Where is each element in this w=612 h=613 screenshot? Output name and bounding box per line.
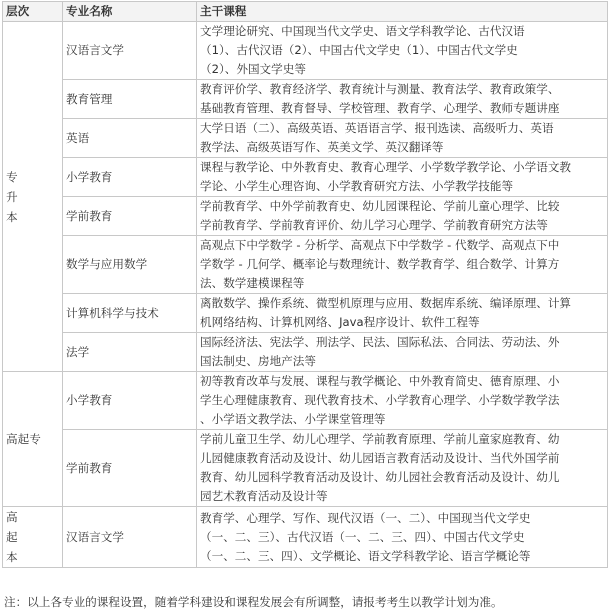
table-row xyxy=(3,22,608,80)
table-row xyxy=(3,333,608,372)
major-cell: 教育管理 xyxy=(63,80,197,119)
courses-cell xyxy=(197,158,608,197)
table-row xyxy=(3,372,608,430)
course-line: 学论、小学生心理咨询、小学教育研究方法、小学教学技能等 xyxy=(200,179,514,193)
course-line: 课程与教学论、中外教育史、教育心理学、小学数学教学论、小学语文教 xyxy=(200,160,572,174)
course-line: 学数学 - 几何学、概率论与数理统计、数学教育学、组合数学、计算方 xyxy=(200,257,560,271)
course-line: 教学法、高级英语写作、英美文学、英汉翻译等 xyxy=(200,140,444,154)
level-cell-zhuanshengben xyxy=(3,22,63,372)
course-line: （1）、古代汉语（2）、中国古代文学史（1）、中国古代文学史 xyxy=(200,43,518,57)
course-line: 机网络结构、计算机网络、Java程序设计、软件工程等 xyxy=(200,315,480,329)
table-row xyxy=(3,80,608,119)
major-cell: 汉语言文学 xyxy=(63,507,197,568)
course-line: （一、二、三）、古代汉语（一、二、三、四）、中国古代文学史 xyxy=(200,529,525,544)
courses-cell xyxy=(197,80,608,119)
course-line: 学前教育学、学前教育评价、幼儿学习心理学、学前教育研究方法等 xyxy=(200,218,548,232)
course-line: 学生心理健康教育、现代教育技术、小学教育心理学、小学数学教学法 xyxy=(200,393,560,407)
courses-cell xyxy=(197,430,608,507)
table-row xyxy=(3,294,608,333)
level-char: 本 xyxy=(6,550,18,564)
course-line: 大学日语（二）、高级英语、英语语言学、报刊选读、高级听力、英语 xyxy=(200,121,554,135)
course-line: 文学理论研究、中国现当代文学史、语文学科教学论、古代汉语 xyxy=(200,24,525,38)
course-line: 园艺术教育活动及设计等 xyxy=(200,489,328,503)
major-cell: 英语 xyxy=(63,119,197,158)
courses-cell xyxy=(197,236,608,294)
course-line: 学前儿童卫生学、幼儿心理学、学前教育原理、学前儿童家庭教育、幼 xyxy=(200,432,560,446)
level-cell-gaoqizhuan: 高起专 xyxy=(3,372,63,507)
table-row xyxy=(3,197,608,236)
course-line: 教育学、心理学、写作、现代汉语（一、二）、中国现当代文学史 xyxy=(200,510,531,525)
course-line: 教育、幼儿园科学教育活动及设计、幼儿园社会教育活动及设计、幼儿 xyxy=(200,470,560,484)
header-major: 专业名称 xyxy=(63,2,197,22)
major-cell: 法学 xyxy=(63,333,197,372)
major-cell: 小学教育 xyxy=(63,158,197,197)
course-line: 、小学语文教学法、小学课堂管理等 xyxy=(200,412,386,426)
major-cell: 汉语言文学 xyxy=(63,22,197,80)
courses-cell xyxy=(197,294,608,333)
major-cell: 学前教育 xyxy=(63,430,197,507)
course-line: 教育评价学、教育经济学、教育统计与测量、教育法学、教育政策学、 xyxy=(200,82,560,96)
courses-cell xyxy=(197,197,608,236)
header-level: 层次 xyxy=(3,2,63,22)
course-line: 基础教育管理、教育督导、学校管理、教育学、心理学、教师专题讲座 xyxy=(200,101,560,115)
table-row xyxy=(3,236,608,294)
table-row xyxy=(3,430,608,507)
table-row xyxy=(3,119,608,158)
level-char: 专 xyxy=(6,169,18,184)
course-line: 离散数学、操作系统、微型机原理与应用、数据库系统、编译原理、计算 xyxy=(200,296,572,310)
courses-cell xyxy=(197,333,608,372)
courses-cell xyxy=(197,507,608,568)
course-line: 儿园健康教育活动及设计、幼儿园语言教育活动及设计、当代外国学前 xyxy=(200,451,560,465)
course-line: （2）、外国文学史等 xyxy=(200,62,306,76)
course-line: 高观点下中学数学 - 分析学、高观点下中学数学 - 代数学、高观点下中 xyxy=(200,238,560,252)
level-char: 高 xyxy=(6,510,18,524)
course-line: （一、二、三、四）、文学概论、语文学科教学论、语言学概论等 xyxy=(200,548,531,563)
major-cell: 计算机科学与技术 xyxy=(63,294,197,333)
table-row xyxy=(3,507,608,568)
level-char: 起 xyxy=(6,530,18,544)
header-courses: 主干课程 xyxy=(197,2,608,22)
major-cell: 学前教育 xyxy=(63,197,197,236)
table-row xyxy=(3,158,608,197)
course-line: 国际经济法、宪法学、刑法学、民法、国际私法、合同法、劳动法、外 xyxy=(200,335,560,349)
major-cell: 小学教育 xyxy=(63,372,197,430)
course-table xyxy=(2,1,608,568)
header-row xyxy=(3,2,608,22)
level-char: 本 xyxy=(6,209,18,224)
footnote: 注：以上各专业的课程设置，随着学科建设和课程发展会有所调整，请报考考生以教学计划为准。 xyxy=(4,595,503,609)
courses-cell xyxy=(197,372,608,430)
course-line: 初等教育改革与发展、课程与教学概论、中外教育简史、德育原理、小 xyxy=(200,374,560,388)
course-line: 国法制史、房地产法等 xyxy=(200,354,316,368)
major-cell: 数学与应用数学 xyxy=(63,236,197,294)
courses-cell xyxy=(197,119,608,158)
course-line: 学前教育学、中外学前教育史、幼儿园课程论、学前儿童心理学、比较 xyxy=(200,199,560,213)
level-cell-gaoqiben xyxy=(3,507,63,568)
level-char: 升 xyxy=(6,189,18,204)
course-line: 法、数学建模课程等 xyxy=(200,276,305,290)
courses-cell xyxy=(197,22,608,80)
